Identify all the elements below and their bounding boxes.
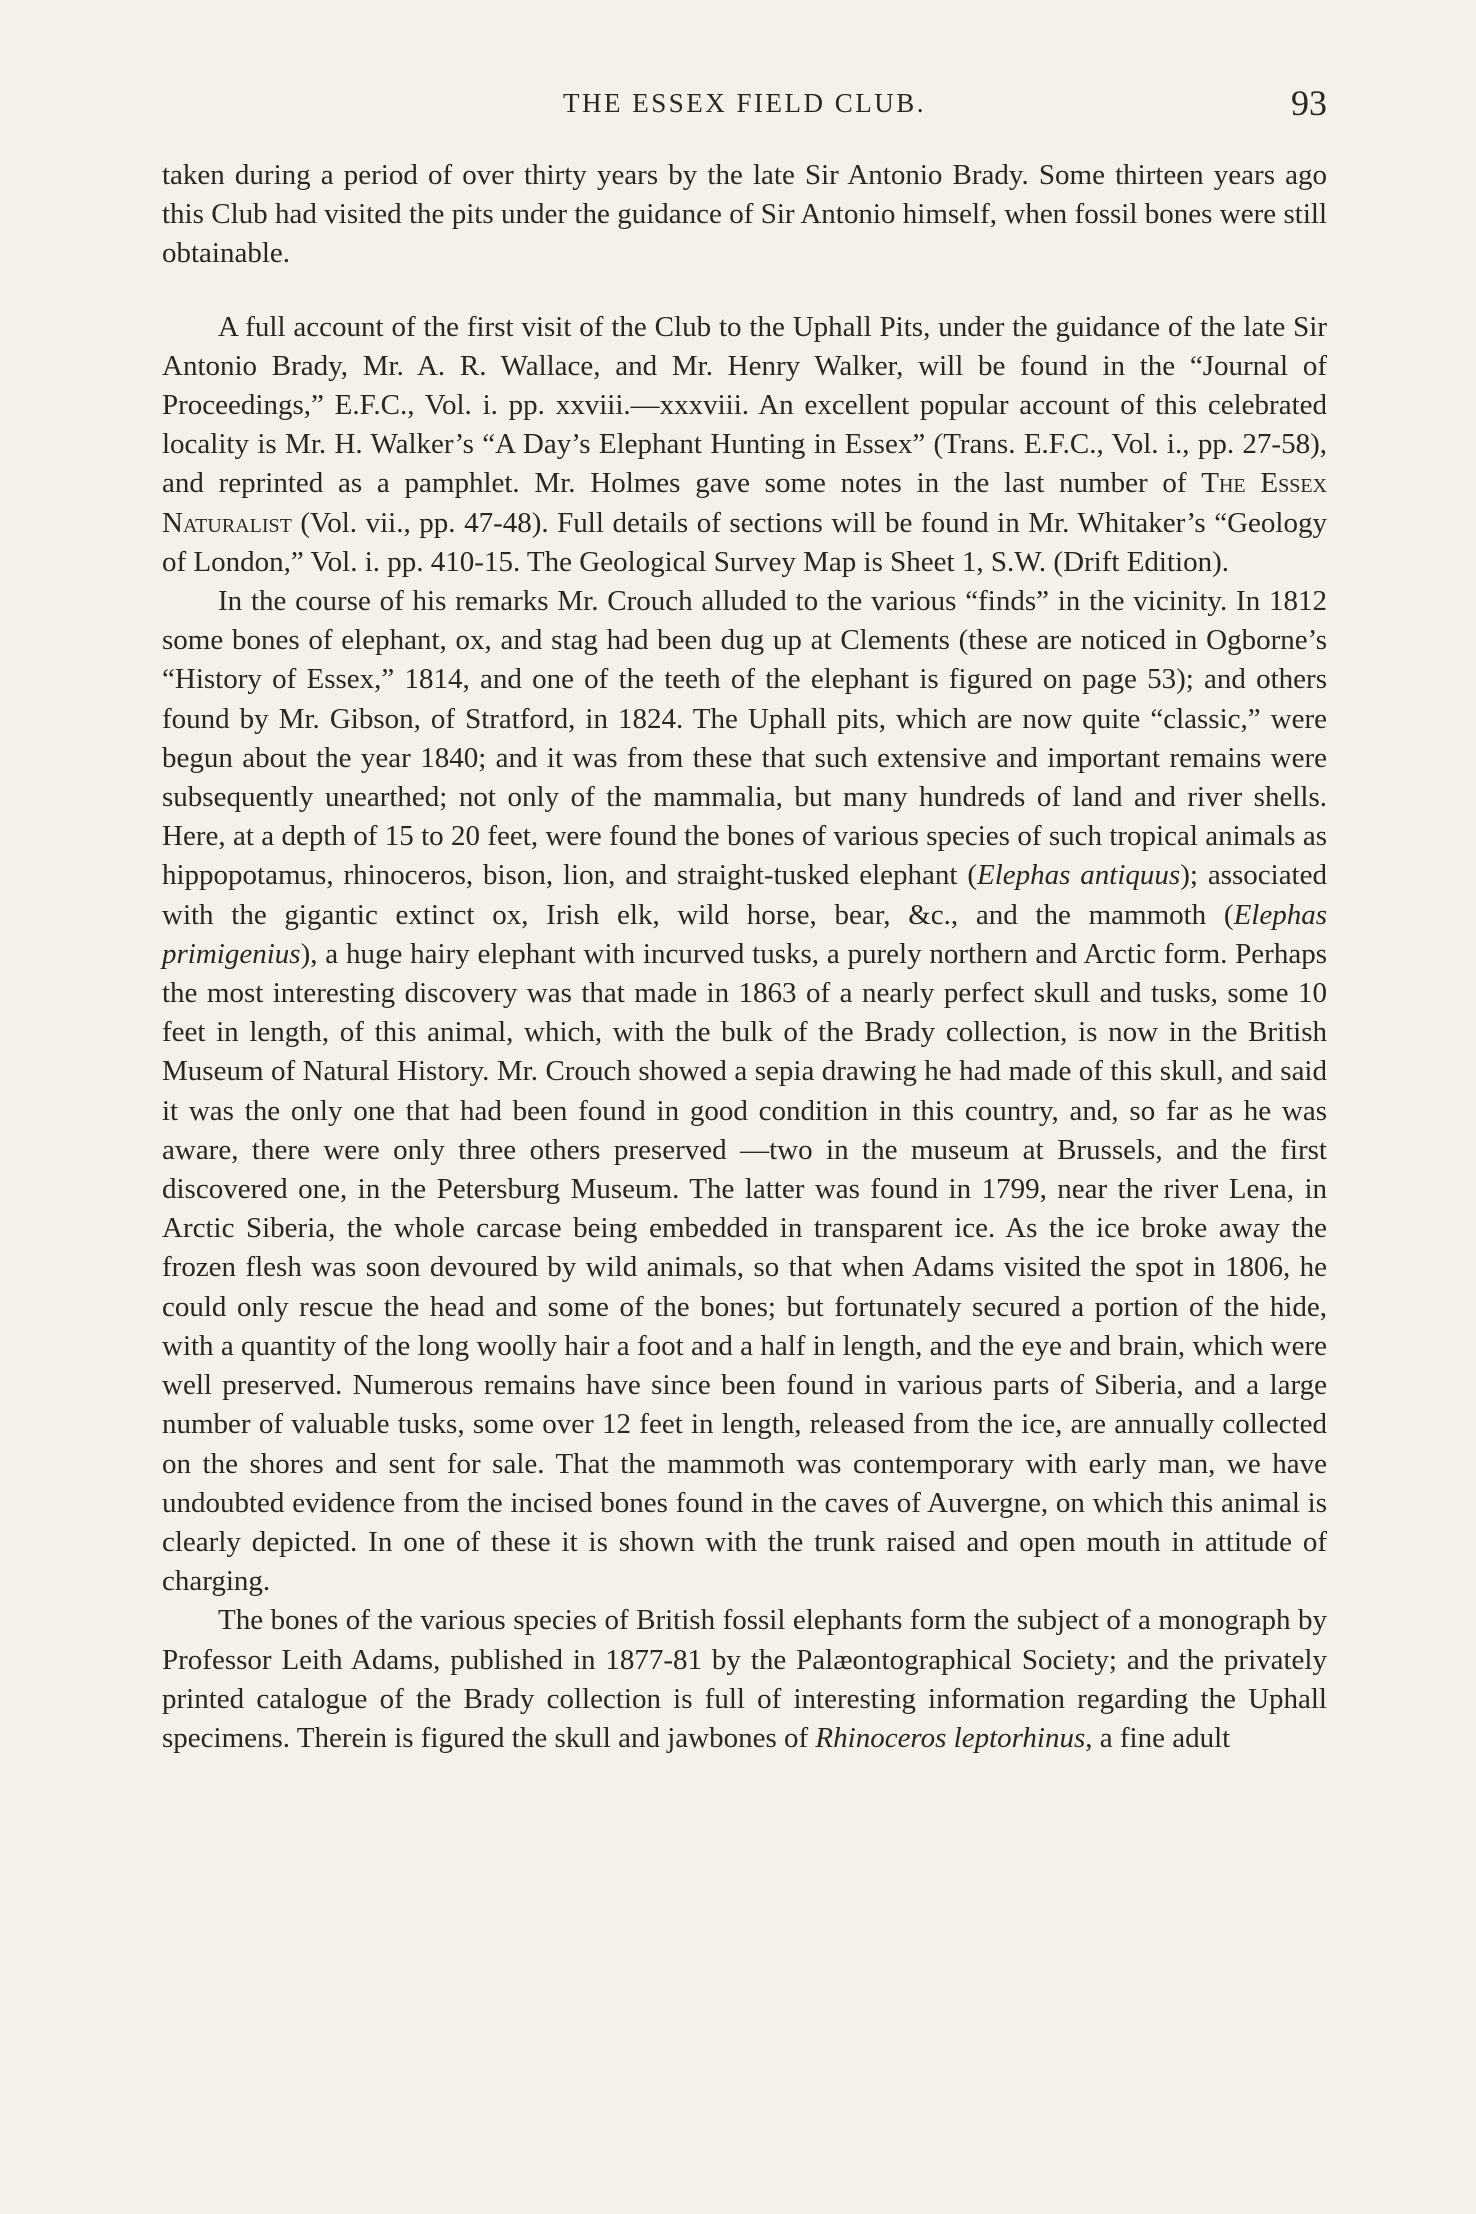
paragraph-text: (Vol. vii., pp. 47-48). Full details of sections will be found in Mr. Whitaker’s “Geology of London,” Vol. i. pp. 410-15. The Geological Survey Map is Sheet 1, S.W. (Drift Edition). — [162, 506, 1327, 578]
paragraph-text: A full account of the first visit of the Club to the Uphall Pits, under the guidance of the late Sir Antonio Brady, Mr. A. R. Wallace, and Mr. Henry Walker, will be found in the “Journal of Proceedings,” E.F.C., Vol. i. pp. xxviii.—xxxviii. An excellent popular account of this celebrated locality is Mr. H. Walker’s “A Day’s Elephant Hunting in Essex” (Trans. E.F.C., Vol. i., pp. 27-58), and reprinted as a pamphlet. Mr. Holmes gave some notes in the last number of — [162, 310, 1327, 500]
running-title: THE ESSEX FIELD CLUB. — [563, 88, 926, 118]
paragraph-crouch-remarks — [162, 582, 1327, 1601]
paragraph-text: , a fine adult — [1085, 1721, 1231, 1754]
body-text — [162, 156, 1327, 1758]
paragraph-text: ), a huge hairy elephant with incurved tusks, a purely northern and Arctic form. Perhaps the most interesting discovery was that made in 1863 of a nearly perfect skull and tusks, some 10 feet in length, of this animal, which, with the bulk of the Brady collection, is now in the British Museum of Natural History. Mr. Crouch showed a sepia drawing he had made of this skull, and said it was the only one that had been found in good condition in this country, and, so far as he was aware, there were only three others preserved —two in the museum at Brussels, and the first discovered one, in the Petersburg Museum. The latter was found in 1799, near the river Lena, in Arctic Siberia, the whole carcase being embedded in transparent ice. As the ice broke away the frozen flesh was soon devoured by wild animals, so that when Adams visited the spot in 1806, he could only rescue the head and some of the bones; but fortunately secured a portion of the hide, with a quantity of the long woolly hair a foot and a half in length, and the eye and brain, which were well preserved. Numerous remains have since been found in various parts of Siberia, and a large number of valuable tusks, some over 12 feet in length, released from the ice, are annually collected on the shores and sent for sale. That the mammoth was contemporary with early man, we have undoubted evidence from the incised bones found in the caves of Auvergne, on which this animal is clearly depicted. In one of these it is shown with the trunk raised and open mouth in attitude of charging. — [162, 937, 1327, 1598]
page-number: 93 — [1291, 83, 1327, 123]
paragraph-uphall-account — [162, 308, 1327, 582]
species-name: Elephas primigenius — [162, 898, 1327, 970]
paragraph-text: taken during a period of over thirty years by the late Sir Antonio Brady. Some thirteen years ago this Club had visited the pits under the guidance of Sir Antonio himself, when fossil bones were still obtainable. — [162, 159, 1327, 270]
paragraph-text: The bones of the various species of British fossil elephants form the subject of a monograph by Professor Leith Adams, published in 1877-81 by the Palæontographical Society; and the privately printed catalogue of the Brady collection is full of interesting information regarding the Uphall specimens. Therein is figured the skull and jawbones of — [162, 1604, 1327, 1754]
paragraph-monograph — [162, 1601, 1327, 1758]
running-head — [162, 82, 1327, 132]
journal-title-smallcaps: The Essex Naturalist — [162, 467, 1327, 539]
paragraph-gap — [162, 274, 1327, 308]
paragraph-continuation — [162, 156, 1327, 274]
species-name: Rhinoceros leptorhinus — [815, 1721, 1086, 1754]
paragraph-text: In the course of his remarks Mr. Crouch alluded to the various “finds” in the vicinity. In 1812 some bones of elephant, ox, and stag had been dug up at Clements (these are noticed in Ogborne’s “History of Essex,” 1814, and one of the teeth of the elephant is figured on page 53); and others found by Mr. Gibson, of Stratford, in 1824. The Uphall pits, which are now quite “classic,” were begun about the year 1840; and it was from these that such extensive and important remains were subsequently unearthed; not only of the mammalia, but many hundreds of land and river shells. Here, at a depth of 15 to 20 feet, were found the bones of various species of such tropical animals as hippopotamus, rhinoceros, bison, lion, and straight-tusked elephant ( — [162, 585, 1327, 892]
species-name: Elephas antiquus — [977, 859, 1181, 892]
paragraph-text: ); associated with the gigantic extinct ox, Irish elk, wild horse, bear, &c., and the mammoth ( — [162, 859, 1327, 931]
